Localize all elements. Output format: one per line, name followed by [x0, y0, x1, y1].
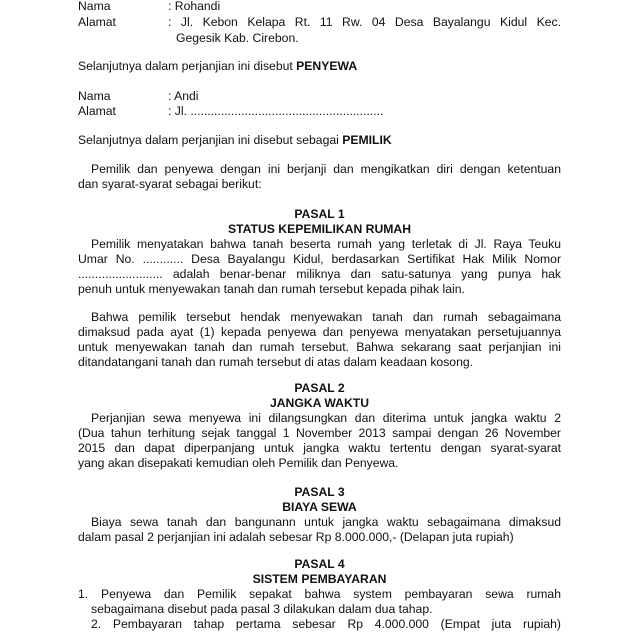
penyewa-disebut — [78, 59, 357, 74]
pasal2-p1-line-2: (Dua tahun terhitung sejak tanggal 1 November 2013 sampai dengan 26 November — [78, 426, 561, 440]
pasal2-title: JANGKA WAKTU — [269, 396, 370, 410]
pasal3-title: BIAYA SEWA — [282, 500, 357, 514]
pasal4-number: PASAL 4 — [294, 557, 345, 571]
pemilik-nama-label: Nama — [78, 89, 111, 103]
penyewa-alamat-line2: Gegesik Kab. Cirebon. — [176, 31, 299, 45]
pemilik-disebut-bold: PEMILIK — [342, 133, 392, 147]
pasal4-item1-line-2: sebagaimana disebut pada pasal 3 dilakukan dalam dua tahap. — [91, 602, 433, 616]
intro-line-1: Pemilik dan penyewa dengan ini berjanji dan mengikatkan diri dengan ketentuan — [91, 162, 561, 176]
pemilik-disebut-text: Selanjutnya dalam perjanjian ini disebut sebagai — [78, 133, 343, 147]
penyewa-nama-label: Nama — [78, 0, 111, 13]
pemilik-alamat-value: : Jl. ......................................................... — [168, 104, 384, 118]
pasal2-p1-line-3: 2015 dan dapat diperpanjang untuk jangka waktu tertentu dengan syarat-syarat — [78, 441, 561, 455]
pasal4-title: SISTEM PEMBAYARAN — [252, 572, 387, 586]
pasal1-title: STATUS KEPEMILIKAN RUMAH — [227, 222, 412, 236]
penyewa-alamat-label: Alamat — [78, 15, 116, 29]
pasal3-p1-line-1: Biaya sewa tanah dan bangunann untuk jangka waktu sebagaimana dimaksud — [91, 515, 561, 529]
pasal1-p2-line-3: untuk menyewakan tanah dan rumah tersebut. Bahwa sekarang saat perjanjian ini — [78, 340, 561, 354]
penyewa-disebut-text: Selanjutnya dalam perjanjian ini disebut — [78, 59, 297, 73]
pasal4-item2: 2. Pembayaran tahap pertama sebesar Rp 4.000.000 (Empat juta rupiah) — [91, 617, 561, 631]
pemilik-alamat-label: Alamat — [78, 104, 116, 118]
pasal1-p2-line-4: ditandatangani tanah dan rumah tersebut di atas dalam keadaan kosong. — [78, 355, 474, 369]
pasal1-p1-line-2: Umar No. ............ Desa Bayalangu Kidul, berdasarkan Sertifikat Hak Milik Nomor — [78, 252, 561, 266]
pasal2-p1-line-1: Perjanjian sewa menyewa ini dilangsungkan dan diterima untuk jangka waktu 2 — [91, 411, 561, 425]
penyewa-disebut-bold: PENYEWA — [296, 59, 358, 73]
pasal1-p2-line-1: Bahwa pemilik tersebut hendak menyewakan tanah dan rumah sebagaimana — [91, 310, 561, 324]
pasal1-p1-line-3: ......................... adalah benar-benar miliknya dan satu-satunya yang punya hak — [78, 267, 561, 281]
pasal1-p1-line-1: Pemilik menyatakan bahwa tanah beserta rumah yang terletak di Jl. Raya Teuku — [91, 237, 561, 251]
pasal3-p1-line-2: dalam pasal 2 perjanjian ini adalah sebesar Rp 8.000.000,- (Delapan juta rupiah) — [78, 530, 514, 544]
pasal2-p1-line-4: yang akan disepakati kemudian oleh Pemilik dan Penyewa. — [78, 456, 399, 470]
pasal2-number: PASAL 2 — [294, 381, 345, 395]
pasal1-p2-line-2: dimaksud pada ayat (1) kepada penyewa dan penyewa menyatakan persetujuannya — [78, 325, 561, 339]
pemilik-nama-value: : Andi — [168, 89, 199, 103]
intro-line-2: dan syarat-syarat sebagai berikut: — [78, 177, 262, 191]
pasal1-number: PASAL 1 — [294, 207, 345, 221]
penyewa-alamat-line1: : Jl. Kebon Kelapa Rt. 11 Rw. 04 Desa Bayalangu Kidul Kec. — [168, 15, 561, 29]
pasal4-item1-line-1: 1. Penyewa dan Pemilik sepakat bahwa system pembayaran sewa rumah — [78, 587, 561, 601]
pemilik-disebut — [78, 133, 392, 148]
penyewa-nama-value: : Rohandi — [168, 0, 221, 13]
pasal1-p1-line-4: penuh untuk menyewakan tanah dan rumah tersebut kepada pihak lain. — [78, 282, 465, 296]
pasal3-number: PASAL 3 — [294, 485, 345, 499]
